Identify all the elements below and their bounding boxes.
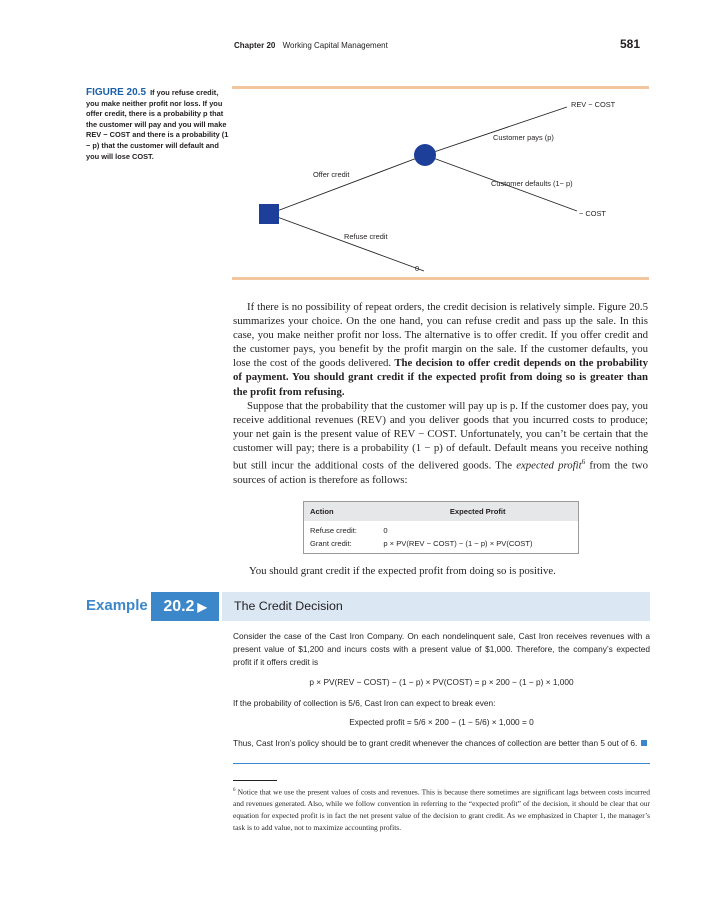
body-text — [233, 300, 648, 487]
table-header-profit: Expected Profit — [377, 502, 578, 522]
table-cell-profit: 0 — [383, 526, 388, 535]
figure-bottom-rule — [232, 277, 649, 280]
label-refuse-credit: Refuse credit — [344, 232, 388, 241]
figure-number: FIGURE 20.5 — [86, 87, 147, 98]
decision-tree-svg — [232, 80, 649, 283]
example-paragraph-1: Consider the case of the Cast Iron Company. On each nondelinquent sale, Cast Iron receives revenues with a present value of $1,200 and incurs costs with a present value of $1,000. Therefore, the company’s expected profit if it offers credit is — [233, 631, 650, 668]
example-number-box — [151, 592, 219, 621]
footnote-rule — [233, 780, 277, 781]
footnote-number: 6 — [233, 788, 236, 793]
example-paragraph-3 — [233, 737, 650, 750]
example-paragraph-3-text: Thus, Cast Iron’s policy should be to grant credit whenever the chances of collection are better than 5 out of 6. — [233, 738, 638, 749]
table-cell-action: Refuse credit: — [310, 526, 357, 535]
table-cell-profit: p × PV(REV − COST) − (1 − p) × PV(COST) — [383, 539, 533, 548]
example-number: 20.2 — [163, 597, 195, 615]
example-paragraph-2: If the probability of collection is 5/6, Cast Iron can expect to break even: — [233, 697, 496, 708]
example-bottom-rule — [233, 763, 650, 764]
table-row — [304, 537, 579, 554]
branch-customer-pays — [425, 107, 567, 155]
paragraph-2-text-end: from the two sources of action is therefore as follows: — [233, 459, 649, 486]
chapter-title: Working Capital Management — [282, 41, 388, 50]
label-rev-cost: REV − COST — [571, 100, 616, 109]
label-offer-credit: Offer credit — [313, 170, 350, 179]
paragraph-2 — [233, 399, 648, 487]
running-head — [234, 41, 388, 50]
example-label: Example — [86, 597, 148, 614]
expected-profit-term: expected profit — [516, 459, 582, 472]
example-equation-1: p × PV(REV − COST) − (1 − p) × PV(COST) = p × 200 − (1 − p) × 1,000 — [309, 676, 574, 687]
paragraph-2-text: Suppose that the probability that the customer will pay up is p. If the customer does pay, you receive additional revenues (REV) and you deliver goods that you incurred costs to produce; your net gain is the present value of REV − COST. Unfortunately, you can’t be certain that the customer will pay; there is a probability (1 − p) of default. Default means you receive nothing but still incur the additional costs of the delivered goods. The — [233, 399, 648, 472]
footnote-marker: 6 — [581, 458, 586, 467]
figure-caption — [86, 88, 232, 162]
paragraph-1-text: If there is no possibility of repeat orders, the credit decision is relatively simple. Figure 20.5 summarizes your choice. On the one hand, you can refuse credit and pass up the sale. In this case, you make neither profit nor loss. The alternative is to offer credit. If you offer credit and the customer pays, you benefit by the profit margin on the sale. If the customer defaults, you lose the cost of the goods delivered. — [233, 301, 648, 370]
label-neg-cost: − COST — [579, 209, 606, 218]
paragraph-1-bold: The decision to offer credit depends on the probability of payment. You should grant credit if the expected profit from doing so is greater than the profit from refusing. — [233, 357, 648, 398]
label-zero: 0 — [415, 264, 420, 273]
paragraph-1 — [233, 300, 648, 399]
footnote-text: Notice that we use the present values of costs and revenues. This is because there sometimes are significant lags between costs incurred and revenues generated. Also, while we follow convention in referring to the “expected profit” of the decision, it should be clear that our equation for expected profit is in fact the net present value of the decision to grant credit. As we emphasized in Chapter 1, the manager’s task is to add value, not to maximize accounting profits. — [233, 787, 650, 832]
example-equation-2: Expected profit = 5/6 × 200 − (1 − 5/6) × 1,000 = 0 — [349, 717, 534, 728]
footnote — [233, 785, 650, 833]
table-header-action: Action — [304, 502, 378, 522]
decision-tree-figure — [232, 80, 649, 283]
table-cell-action: Grant credit: — [310, 539, 352, 548]
branch-offer-credit — [269, 155, 425, 214]
label-customer-defaults: Customer defaults (1− p) — [491, 179, 573, 188]
figure-caption-text: If you refuse credit, you make neither profit nor loss. If you offer credit, there is a probability p that the customer will pay and you will make REV − COST and there is a probability (1 − p) that the customer will default and you will lose COST. — [86, 88, 229, 161]
table-row — [304, 521, 579, 537]
play-triangle-icon: ▶ — [197, 599, 207, 614]
expected-profit-table — [303, 501, 579, 554]
decision-node-square — [259, 204, 279, 224]
chapter-number: Chapter 20 — [234, 41, 276, 50]
conclusion-sentence: You should grant credit if the expected profit from doing so is positive. — [249, 565, 556, 577]
chance-node-circle — [414, 144, 436, 166]
end-of-example-square-icon — [641, 740, 647, 746]
example-title: The Credit Decision — [234, 599, 343, 613]
branch-refuse-credit — [269, 214, 424, 271]
table-header-row — [304, 502, 579, 522]
example-body — [233, 630, 650, 750]
label-customer-pays: Customer pays (p) — [493, 133, 554, 142]
page-number: 581 — [619, 37, 640, 51]
